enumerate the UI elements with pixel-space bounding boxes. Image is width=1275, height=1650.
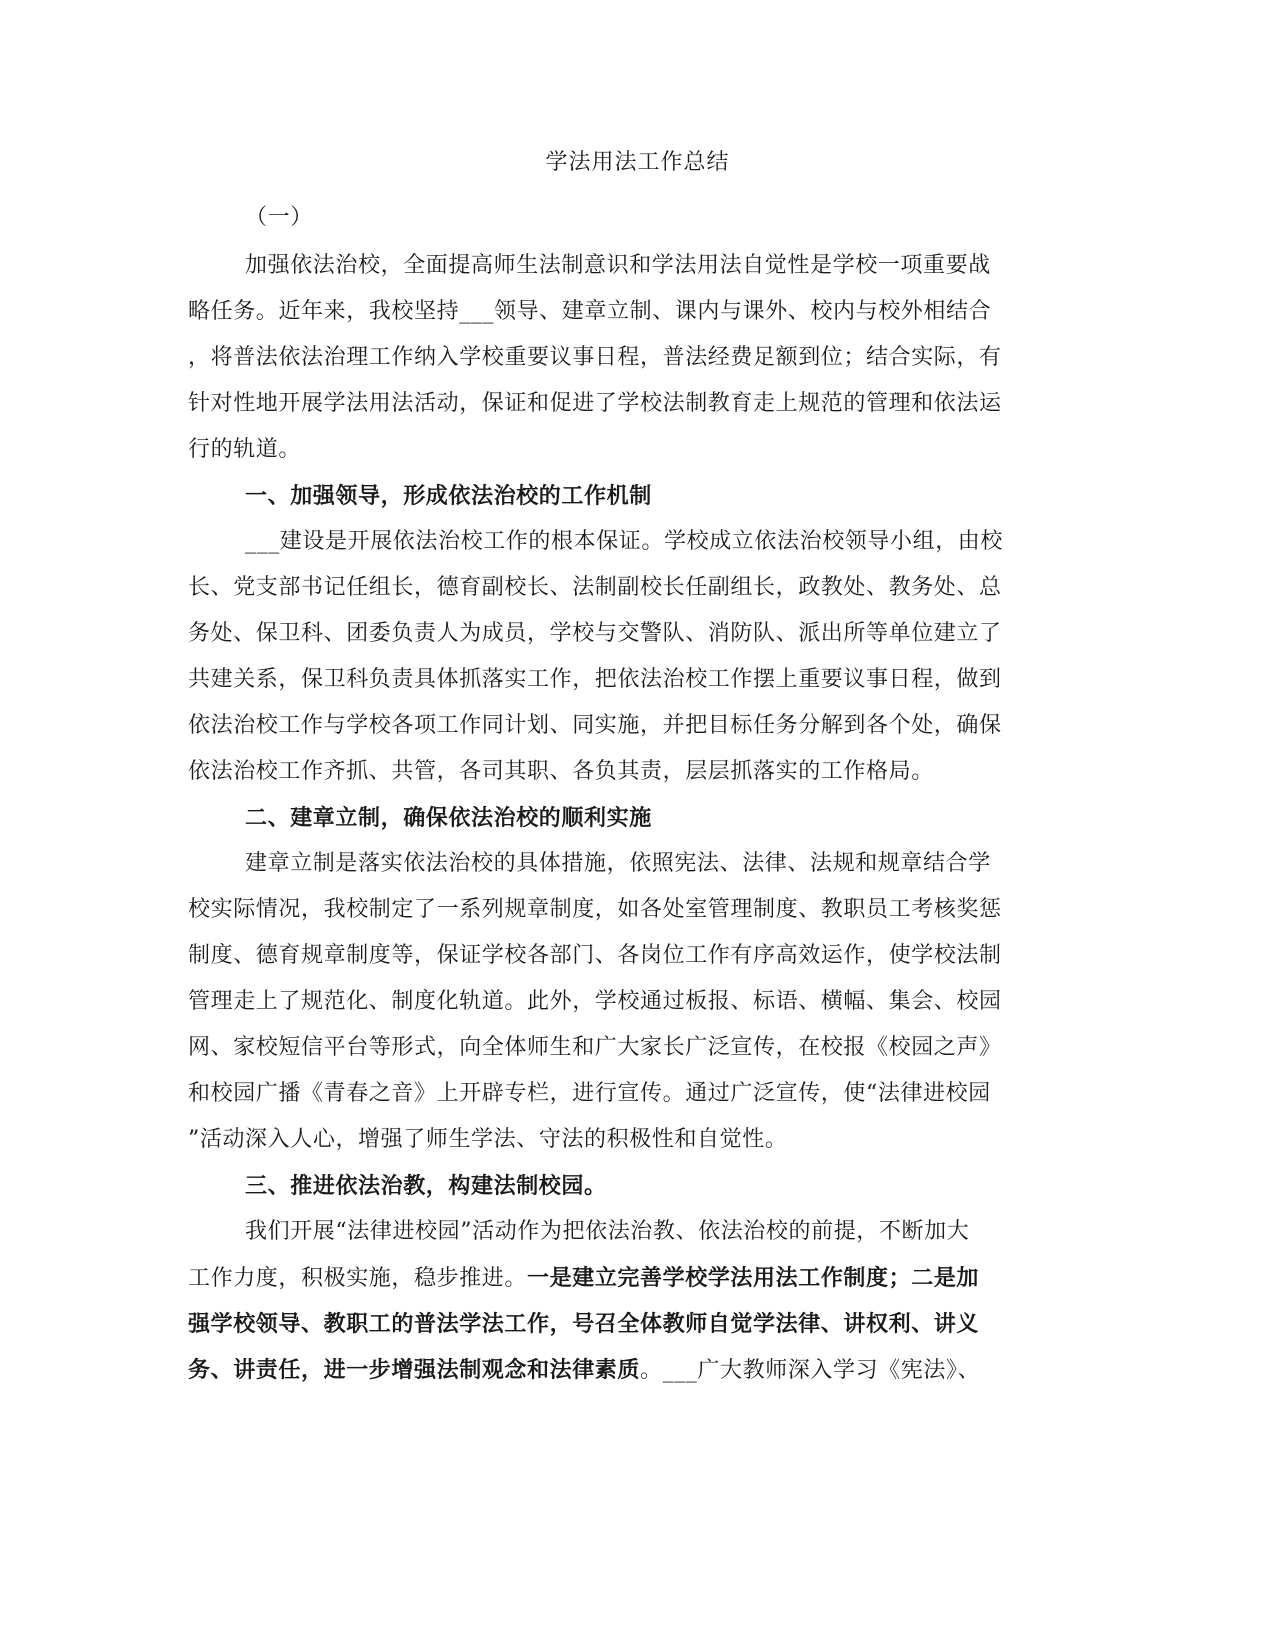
paragraph-line: 加强依法治校，全面提高师生法制意识和学法用法自觉性是学校一项重要战 — [245, 253, 991, 278]
part-label: （一） — [245, 205, 313, 230]
section-heading-1: 一、加强领导，形成依法治校的工作机制 — [245, 483, 652, 509]
paragraph-line: ，将普法依法治理工作纳入学校重要议事日程，普法经费足额到位；结合实际，有 — [188, 345, 1002, 370]
document-title: 学法用法工作总结 — [545, 150, 730, 175]
paragraph-line: 略任务。近年来，我校坚持___领导、建章立制、课内与课外、校内与校外相结合 — [188, 299, 992, 324]
paragraph-line: 务处、保卫科、团委负责人为成员，学校与交警队、消防队、派出所等单位建立了 — [188, 621, 1002, 646]
paragraph-line: 制度、德育规章制度等，保证学校各部门、各岗位工作有序高效运作，使学校法制 — [188, 943, 1002, 968]
paragraph-text: 。___广大教师深入学习《宪法》、 — [640, 1358, 981, 1383]
paragraph-line: 管理走上了规范化、制度化轨道。此外，学校通过板报、标语、横幅、集会、校园 — [188, 989, 1002, 1014]
paragraph-line: 我们开展“法律进校园”活动作为把依法治教、依法治校的前提，不断加大 — [245, 1219, 970, 1244]
paragraph-line: 依法治校工作齐抓、共管，各司其职、各负其责，层层抓落实的工作格局。 — [188, 759, 934, 784]
paragraph-line: 针对性地开展学法用法活动，保证和促进了学校法制教育走上规范的管理和依法运 — [188, 391, 1002, 416]
bold-text: 一是建立完善学校学法用法工作制度；二是加 — [527, 1265, 980, 1291]
paragraph-line-bold: 强学校领导、教职工的普法学法工作，号召全体教师自觉学法律、讲权利、讲义 — [188, 1311, 980, 1337]
paragraph-line: 共建关系，保卫科负责具体抓落实工作，把依法治校工作摆上重要议事日程，做到 — [188, 667, 1002, 692]
paragraph-line — [188, 1263, 1088, 1294]
paragraph-line: 校实际情况，我校制定了一系列规章制度，如各处室管理制度、教职员工考核奖惩 — [188, 897, 1002, 922]
paragraph-line: 网、家校短信平台等形式，向全体师生和广大家长广泛宣传，在校报《校园之声》 — [188, 1035, 1002, 1060]
bold-text: 务、讲责任，进一步增强法制观念和法律素质 — [188, 1357, 641, 1383]
paragraph-line: 行的轨道。 — [188, 437, 302, 462]
paragraph-text: 工作力度，积极实施，稳步推进。 — [188, 1266, 528, 1291]
paragraph-line: ___建设是开展依法治校工作的根本保证。学校成立依法治校领导小组，由校 — [245, 529, 1004, 554]
paragraph-line: 长、党支部书记任组长，德育副校长、法制副校长任副组长，政教处、教务处、总 — [188, 575, 1002, 600]
section-heading-2: 二、建章立制，确保依法治校的顺利实施 — [245, 805, 652, 831]
section-heading-3: 三、推进依法治教，构建法制校园。 — [245, 1173, 607, 1199]
paragraph-line: 建章立制是落实依法治校的具体措施，依照宪法、法律、法规和规章结合学 — [245, 851, 991, 876]
paragraph-line: 依法治校工作与学校各项工作同计划、同实施，并把目标任务分解到各个处，确保 — [188, 713, 1002, 738]
paragraph-line: ”活动深入人心，增强了师生学法、守法的积极性和自觉性。 — [188, 1127, 788, 1152]
paragraph-line — [188, 1355, 1088, 1386]
paragraph-line: 和校园广播《青春之音》上开辟专栏，进行宣传。通过广泛宣传，使“法律进校园 — [188, 1081, 991, 1106]
